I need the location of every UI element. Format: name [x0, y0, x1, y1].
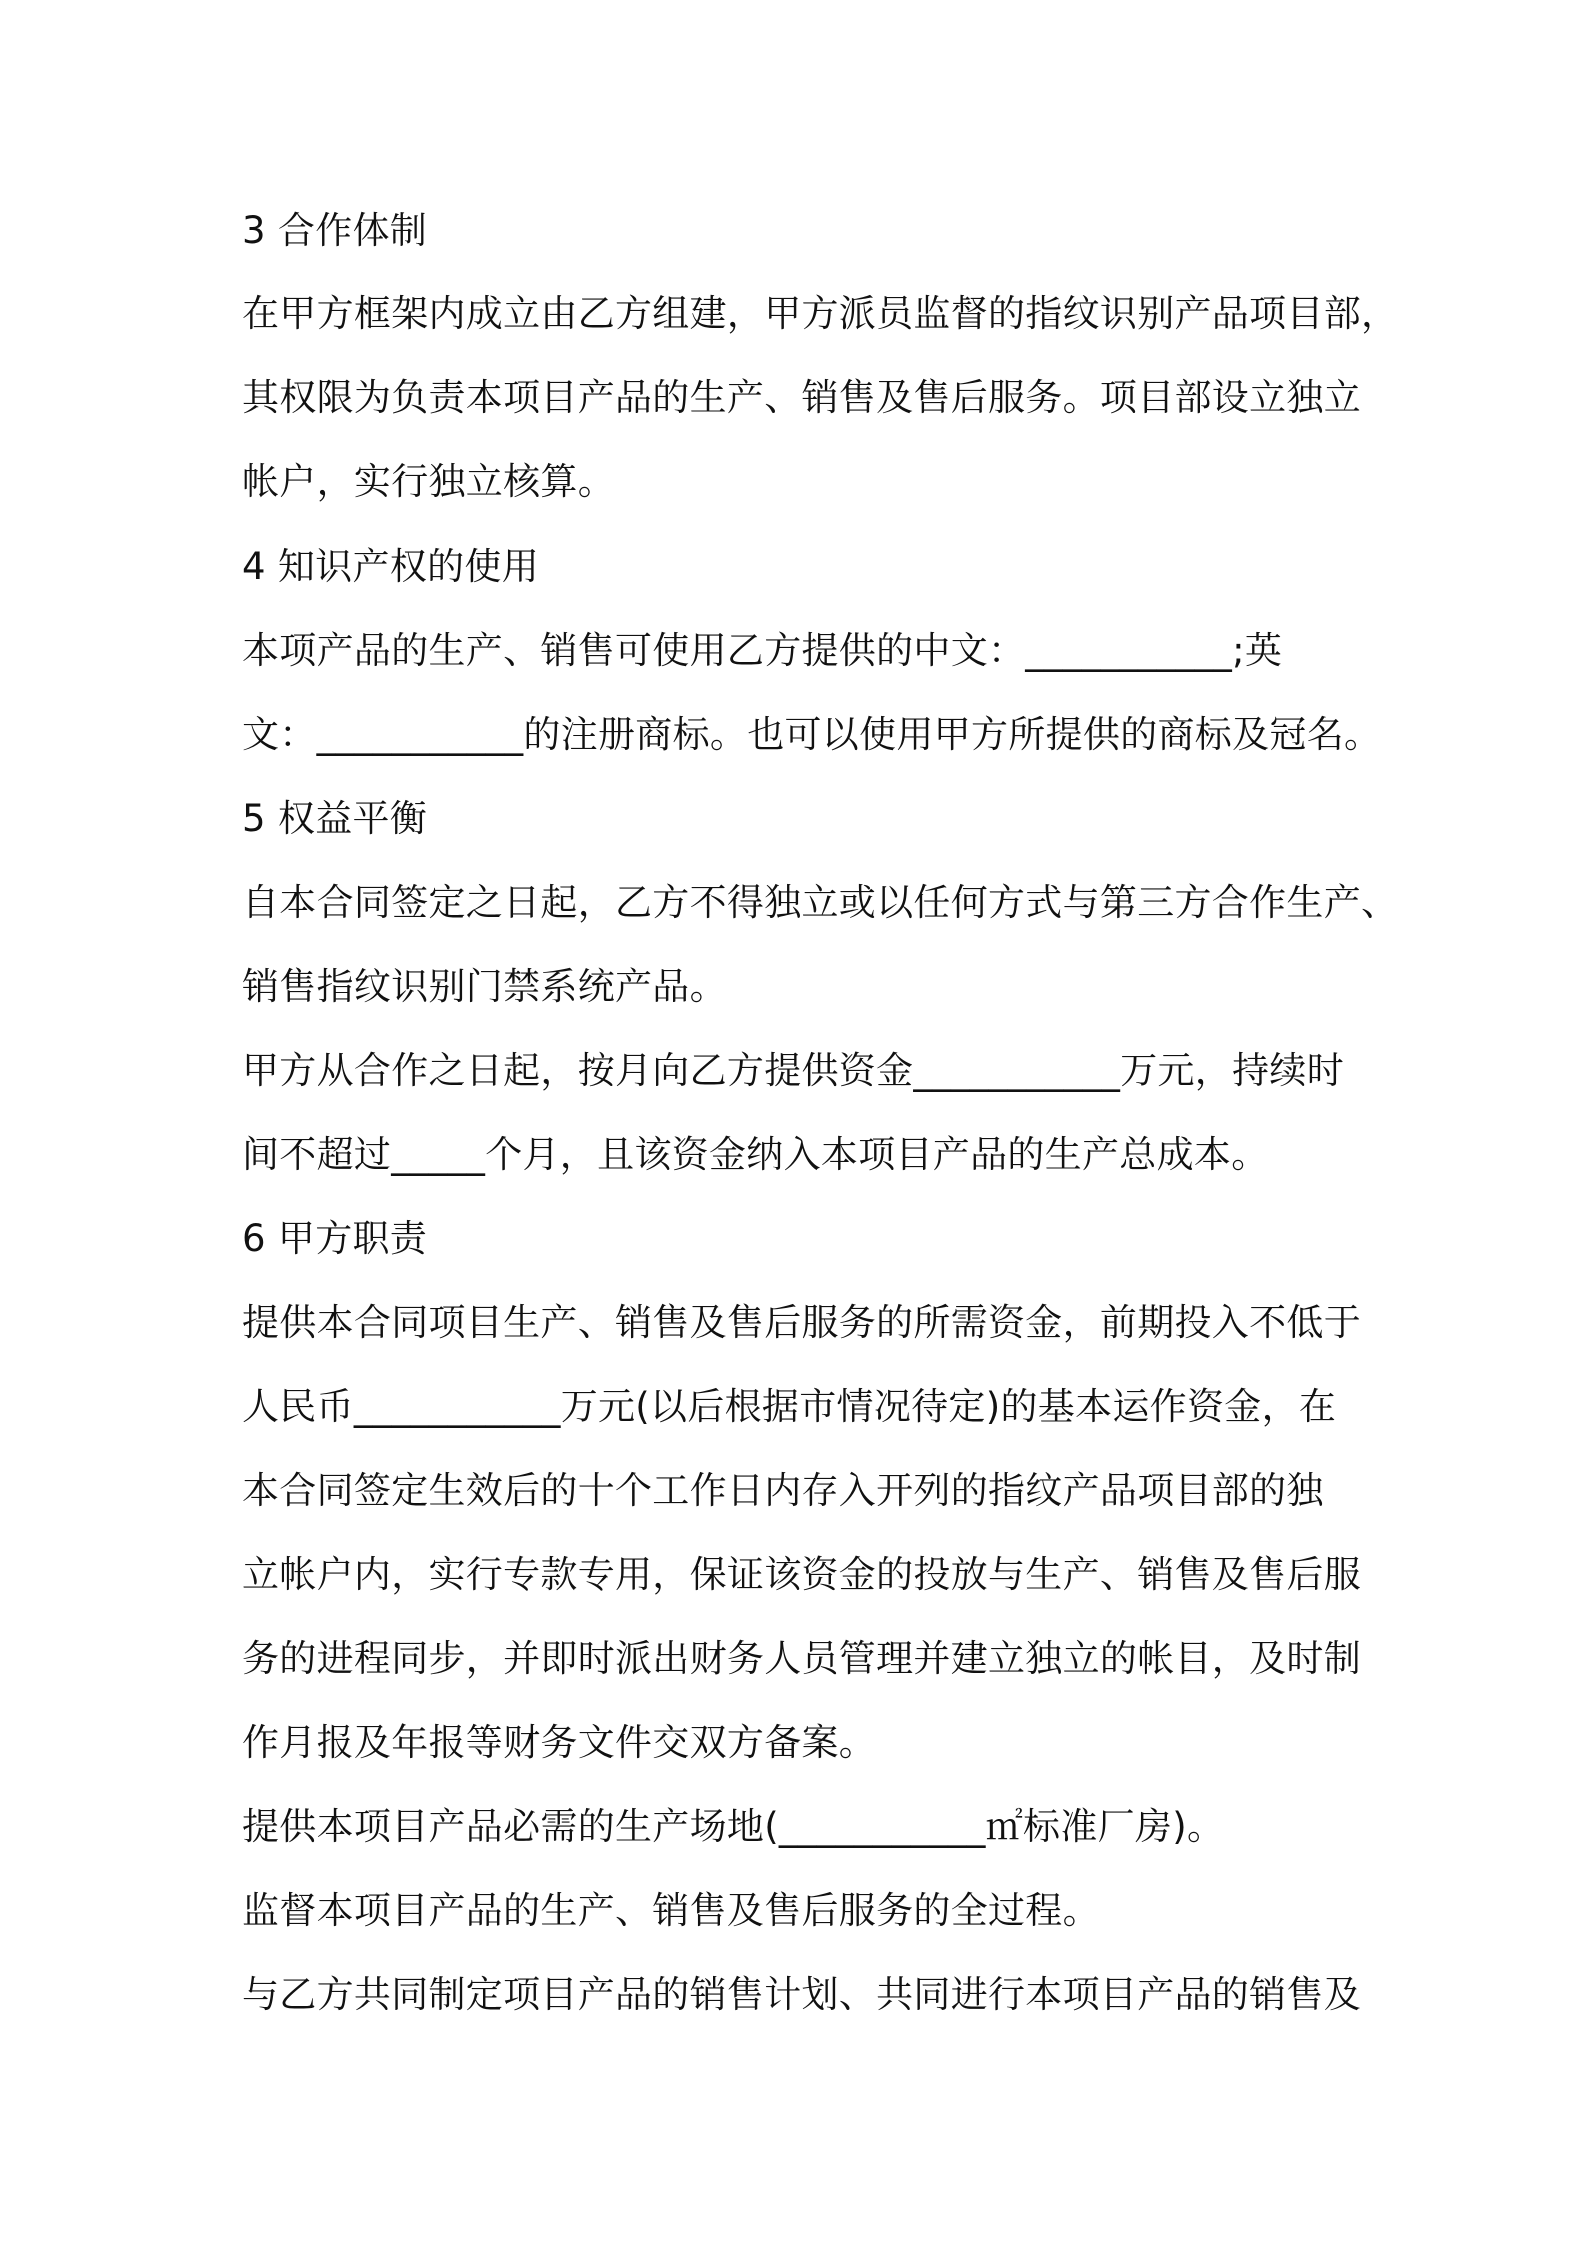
section-heading-3: 3 合作体制 [242, 209, 428, 252]
paragraph-line: 本项产品的生产、销售可使用乙方提供的中文：___________;英 [242, 629, 1283, 672]
paragraph-line: 甲方从合作之日起，按月向乙方提供资金___________万元，持续时 [242, 1049, 1344, 1092]
paragraph-line: 与乙方共同制定项目产品的销售计划、共同进行本项目产品的销售及 [242, 1973, 1361, 2016]
paragraph-line: 提供本合同项目生产、销售及售后服务的所需资金，前期投入不低于 [242, 1301, 1361, 1344]
paragraph-line: 销售指纹识别门禁系统产品。 [242, 965, 727, 1008]
paragraph-line: 本合同签定生效后的十个工作日内存入开列的指纹产品项目部的独 [242, 1469, 1324, 1512]
paragraph-line: 务的进程同步，并即时派出财务人员管理并建立独立的帐目，及时制 [242, 1637, 1361, 1680]
paragraph-line: 其权限为负责本项目产品的生产、销售及售后服务。项目部设立独立 [242, 376, 1361, 419]
paragraph-line: 人民币___________万元(以后根据市情况待定)的基本运作资金，在 [242, 1385, 1337, 1428]
paragraph-line: 帐户，实行独立核算。 [242, 460, 615, 503]
paragraph-line: 提供本项目产品必需的生产场地(___________㎡标准厂房)。 [242, 1805, 1225, 1848]
paragraph-line: 监督本项目产品的生产、销售及售后服务的全过程。 [242, 1889, 1100, 1932]
paragraph-line: 作月报及年报等财务文件交双方备案。 [242, 1721, 877, 1764]
paragraph-line: 自本合同签定之日起，乙方不得独立或以任何方式与第三方合作生产、 [242, 881, 1399, 924]
paragraph-line: 间不超过_____个月，且该资金纳入本项目产品的生产总成本。 [242, 1133, 1269, 1176]
section-heading-5: 5 权益平衡 [242, 797, 428, 840]
section-heading-6: 6 甲方职责 [242, 1217, 428, 1260]
paragraph-line: 在甲方框架内成立由乙方组建，甲方派员监督的指纹识别产品项目部， [242, 292, 1399, 335]
paragraph-line: 文：___________的注册商标。也可以使用甲方所提供的商标及冠名。 [242, 713, 1382, 756]
section-heading-4: 4 知识产权的使用 [242, 545, 540, 588]
paragraph-line: 立帐户内，实行专款专用，保证该资金的投放与生产、销售及售后服 [242, 1553, 1361, 1596]
